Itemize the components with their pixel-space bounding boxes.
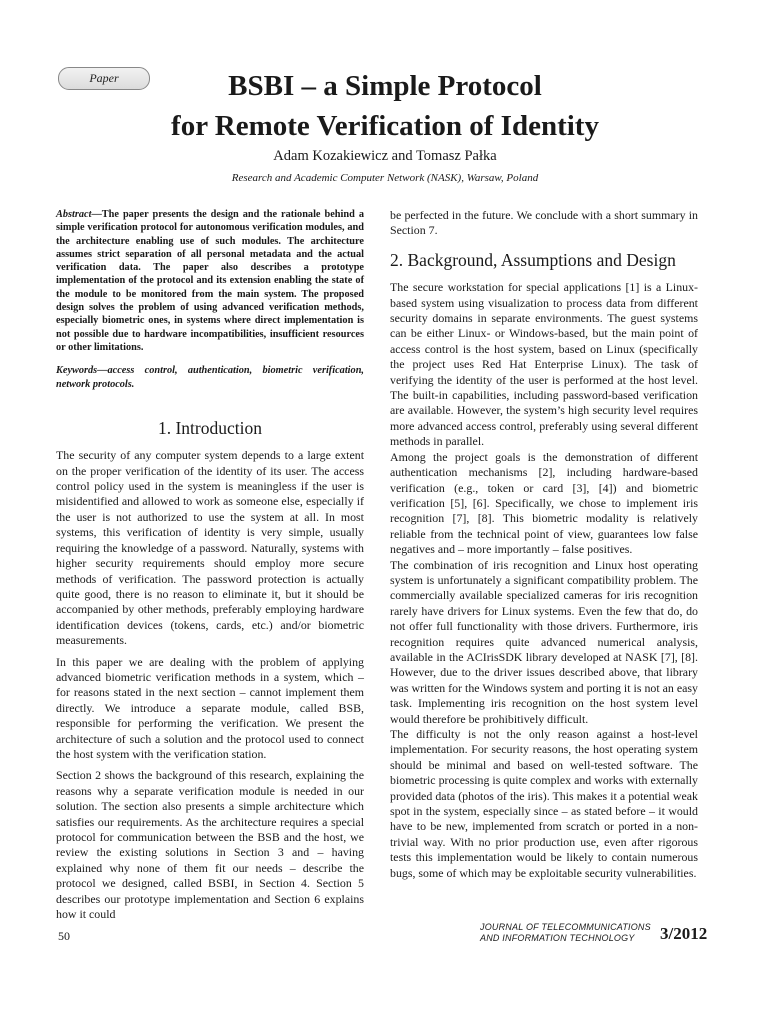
background-paragraph-1: The secure workstation for special applications [1] is a Linux-based system using visualization to process data from different security domains in separate environments. The guest systems can be either Linux- or Windows-based, but the main point of access control is the host system, based on Linux (specifically the project uses Red Hat Enterprise Linux). The task of verifying the identity of the user is performed at the host level. The built-in capabilities, including password-based verification are available. However, the system’s high security level requires more advanced access control, preferably using several different methods in parallel. xyxy=(390,280,698,449)
intro-paragraph-3: Section 2 shows the background of this research, explaining the reasons why a separate verification module is needed in our solution. The section also presents a simple architecture which satisfies our requirements. As the architecture requires a special protocol for communication between the BSB and the host, we review the existing solutions in Section 3 and – having explained why none of them fit our needs – describe the protocol we designed, called BSBI, in Section 4. Section 5 describes our prototype implementation and Section 6 explains how it could xyxy=(56,768,364,922)
background-paragraph-3: The combination of iris recognition and Linux host operating system is unfortunately a significant compatibility problem. The commercially available specialized cameras for iris recognition rarely have drivers for Linux systems. Even the few that do, do not offer full functionality with those drivers. Furthermore, iris recognition requires quite advanced numerical analysis, available in the ACIrisSDK library developed at NASK [7], [8]. However, due to the driver issues described above, that library was written for the Windows system and porting it is not an easy task. Implementing iris recognition on the host system level would therefore be prohibitively difficult. xyxy=(390,557,698,726)
right-column xyxy=(390,208,698,881)
title-line-1: BSBI – a Simple Protocol xyxy=(228,70,542,102)
background-paragraph-4: The difficulty is not the only reason against a host-level implementation. For security reasons, the host operating system should be minimal and based on well-tested software. The biometric processing is quite complex and works with externally provided data (photos of the iris). This makes it a potential weak spot in the system, especially since – as stated before – it would have to be new, implemented from scratch or ported in a non-trivial way. With no prior production use, even after rigorous tests this implementation would be likely to contain numerous bugs, some of which may be exploitable security vulnerabilities. xyxy=(390,727,698,880)
section-heading-introduction: 1. Introduction xyxy=(157,417,262,438)
paper-category-badge: Paper xyxy=(58,67,150,90)
journal-line-1: JOURNAL OF TELECOMMUNICATIONS xyxy=(480,922,651,932)
issue-number: 3/2012 xyxy=(660,924,708,943)
background-paragraph-2: Among the project goals is the demonstration of different authentication mechanisms [2], including hardware-based verification (e.g., token or card [3], [4]) and biometric verification [5], [6]. Specifically, we chose to implement iris recognition [7], [8]. This biometric modality is relatively reliable from the technical point of view, guarantees low false negatives and – more importantly – false positives. xyxy=(390,449,698,557)
paper-title xyxy=(100,66,670,146)
intro-paragraph-2: In this paper we are dealing with the problem of applying advanced biometric verification methods in a system, which – for reasons stated in the next section – cannot implement them directly. We introduce a separate module, called BSB, responsible for performing the verification. We present the architecture of such a solution and the protocol used to connect the host system with the verification station. xyxy=(56,654,364,761)
journal-line-2: AND INFORMATION TECHNOLOGY xyxy=(480,933,635,943)
keywords: Keywords—access control, authentication, biometric verification, network protocols. xyxy=(56,365,364,390)
intro-paragraph-1: The security of any computer system depends to a large extent on the proper verification of the identity of its user. The access control policy used in the system is meaningless if the user is misidentified and allowed to work as someone else, especially if the user is not authorized to use the system at all. In most systems, this verification of identity is very simple, usually requiring the knowledge of a password. Naturally, systems with higher security requirements should employ more secure methods of verification. The password protection is actually quite good, there is no reason to eliminate it, but it should be accompanied by other methods, preferably employing hardware identification devices (tokens, cards, etc.) and/or biometric measurements. xyxy=(56,448,364,648)
left-column xyxy=(56,208,364,922)
page-number: 50 xyxy=(58,929,70,943)
journal-name xyxy=(480,922,651,944)
abstract-text: —The paper presents the design and the rationale behind a simple verification protocol for autonomous verification modules, and the architecture enabling use of such modules. The architecture assumes strict separation of all personal metadata and the actual verification data. The paper also describes a prototype implementation of the protocol and its extension enabling the state of the module to be monitored from the main system. The proposed design solves the problem of using advanced verification methods, especially biometric ones, in systems where direct implementation is not possible due to hardware incompatibilities, insufficient resources or other limitations. xyxy=(56,209,364,353)
section-heading-background: 2. Background, Assumptions and Design xyxy=(390,249,676,270)
title-line-2: for Remote Verification of Identity xyxy=(171,110,599,142)
authors: Adam Kozakiewicz and Tomasz Pałka xyxy=(273,148,497,164)
intro-continuation: be perfected in the future. We conclude with a short summary in Section 7. xyxy=(390,208,698,238)
abstract xyxy=(56,208,364,354)
affiliation: Research and Academic Computer Network (NASK), Warsaw, Poland xyxy=(231,172,539,184)
abstract-label: Abstract xyxy=(56,209,92,220)
